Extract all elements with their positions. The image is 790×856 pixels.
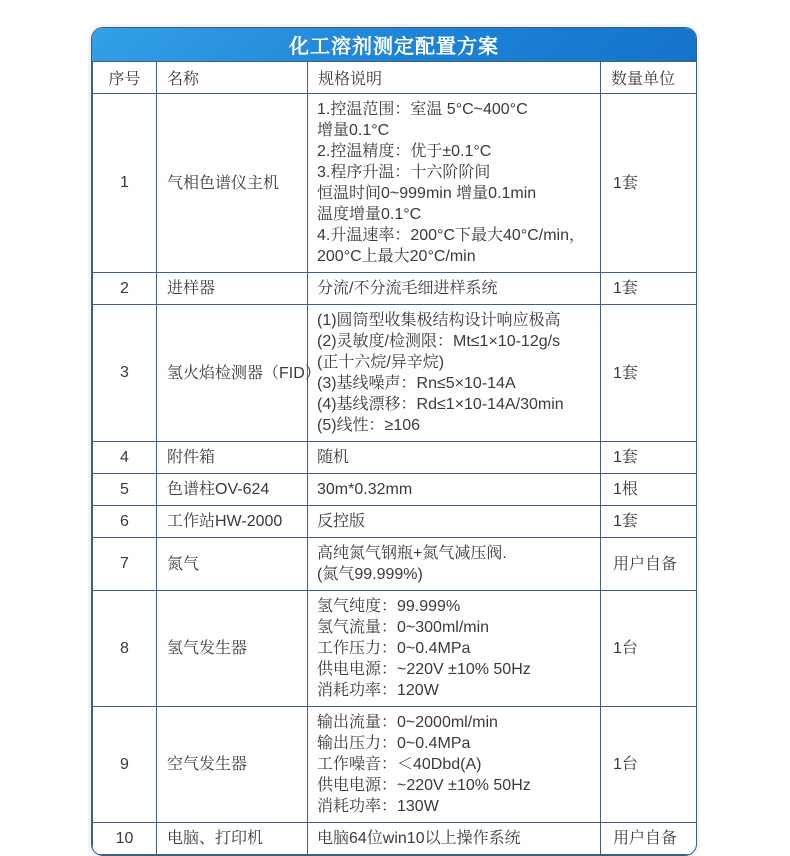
quantity-cell: 1台 [601, 707, 697, 823]
title-bar [92, 28, 696, 61]
table-row [93, 305, 697, 442]
table-row [93, 591, 697, 707]
spec-line: 恒温时间0~999min 增量0.1min [317, 185, 537, 202]
row-number-cell: 3 [93, 305, 157, 442]
spec-cell [308, 305, 601, 442]
spec-line: 供电电源：~220V ±10% 50Hz [317, 777, 531, 794]
table-row [93, 707, 697, 823]
quantity-cell: 1台 [601, 591, 697, 707]
spec-cell [308, 538, 601, 591]
row-number-cell: 10 [93, 823, 157, 855]
spec-cell [308, 273, 601, 305]
item-name-cell: 空气发生器 [157, 707, 308, 823]
spec-line: 分流/不分流毛细进样系统 [317, 280, 498, 297]
quantity-cell: 1套 [601, 442, 697, 474]
header-cell-spec: 规格说明 [308, 62, 601, 94]
spec-line: 输出流量：0~2000ml/min [317, 714, 498, 731]
spec-line: 氢气流量：0~300ml/min [317, 619, 490, 636]
row-number-cell: 4 [93, 442, 157, 474]
item-name-cell: 氮气 [157, 538, 308, 591]
header-cell-quantity: 数量单位 [601, 62, 697, 94]
row-number-cell: 5 [93, 474, 157, 506]
spec-sheet [91, 27, 697, 856]
spec-line: 反控版 [317, 513, 366, 530]
quantity-cell: 用户自备 [601, 538, 697, 591]
row-number-cell: 9 [93, 707, 157, 823]
quantity-cell: 1套 [601, 506, 697, 538]
spec-cell [308, 591, 601, 707]
row-number-cell: 7 [93, 538, 157, 591]
table-row [93, 273, 697, 305]
item-name-cell: 电脑、打印机 [157, 823, 308, 855]
row-number-cell: 2 [93, 273, 157, 305]
item-name-cell: 氢气发生器 [157, 591, 308, 707]
header-cell-number: 序号 [93, 62, 157, 94]
table-body [93, 94, 697, 855]
spec-line: 工作压力：0~0.4MPa [317, 640, 471, 657]
spec-cell [308, 823, 601, 855]
item-name-cell: 附件箱 [157, 442, 308, 474]
page-title: 化工溶剂测定配置方案 [289, 36, 499, 58]
item-name-cell: 气相色谱仪主机 [157, 94, 308, 273]
spec-line: 2.控温精度：优于±0.1°C [317, 143, 492, 160]
spec-cell [308, 442, 601, 474]
spec-line: (1)圆筒型收集极结构设计响应极高 [317, 312, 561, 329]
spec-line: 增量0.1°C [317, 122, 390, 139]
item-name-cell: 氢火焰检测器（FID） [157, 305, 308, 442]
spec-line: 工作噪音：＜40Dbd(A) [317, 756, 482, 773]
table-row [93, 823, 697, 855]
table-row [93, 474, 697, 506]
spec-line: 温度增量0.1°C [317, 206, 422, 223]
spec-cell [308, 94, 601, 273]
spec-line: 30m*0.32mm [317, 481, 413, 498]
spec-line: (2)灵敏度/检测限：Mt≤1×10-12g/s [317, 333, 561, 350]
quantity-cell: 1根 [601, 474, 697, 506]
spec-line: 4.升温速率：200°C下最大40°C/min， [317, 227, 585, 244]
row-number-cell: 1 [93, 94, 157, 273]
spec-line: 随机 [317, 449, 350, 466]
spec-line: 3.程序升温：十六阶阶间 [317, 164, 491, 181]
item-name-cell: 色谱柱OV-624 [157, 474, 308, 506]
spec-cell [308, 707, 601, 823]
spec-line: 高纯氮气钢瓶+氮气减压阀. [317, 545, 507, 562]
row-number-cell: 8 [93, 591, 157, 707]
spec-line: (5)线性：≥106 [317, 417, 421, 434]
spec-line: 供电电源：~220V ±10% 50Hz [317, 661, 531, 678]
spec-line: (正十六烷/异辛烷) [317, 354, 445, 371]
row-number-cell: 6 [93, 506, 157, 538]
quantity-cell: 用户自备 [601, 823, 697, 855]
spec-line: 消耗功率：120W [317, 682, 439, 699]
table-row [93, 506, 697, 538]
spec-line: 1.控温范围：室温 5°C~400°C [317, 101, 528, 118]
spec-line: (氮气99.999%) [317, 566, 423, 583]
spec-line: 输出压力：0~0.4MPa [317, 735, 471, 752]
spec-table [92, 61, 697, 855]
table-row [93, 442, 697, 474]
item-name-cell: 工作站HW-2000 [157, 506, 308, 538]
quantity-cell: 1套 [601, 94, 697, 273]
spec-line: (4)基线漂移：Rd≤1×10-14A/30min [317, 396, 564, 413]
quantity-cell: 1套 [601, 305, 697, 442]
item-name-cell: 进样器 [157, 273, 308, 305]
spec-cell [308, 474, 601, 506]
quantity-cell: 1套 [601, 273, 697, 305]
table-header-row [93, 62, 697, 94]
table-row [93, 538, 697, 591]
spec-cell [308, 506, 601, 538]
spec-line: (3)基线噪声：Rn≤5×10-14A [317, 375, 516, 392]
spec-line: 消耗功率：130W [317, 798, 439, 815]
spec-line: 200°C上最大20°C/min [317, 248, 476, 265]
table-row [93, 94, 697, 273]
spec-line: 电脑64位win10以上操作系统 [317, 830, 521, 847]
header-cell-name: 名称 [157, 62, 308, 94]
spec-line: 氢气纯度：99.999% [317, 598, 461, 615]
